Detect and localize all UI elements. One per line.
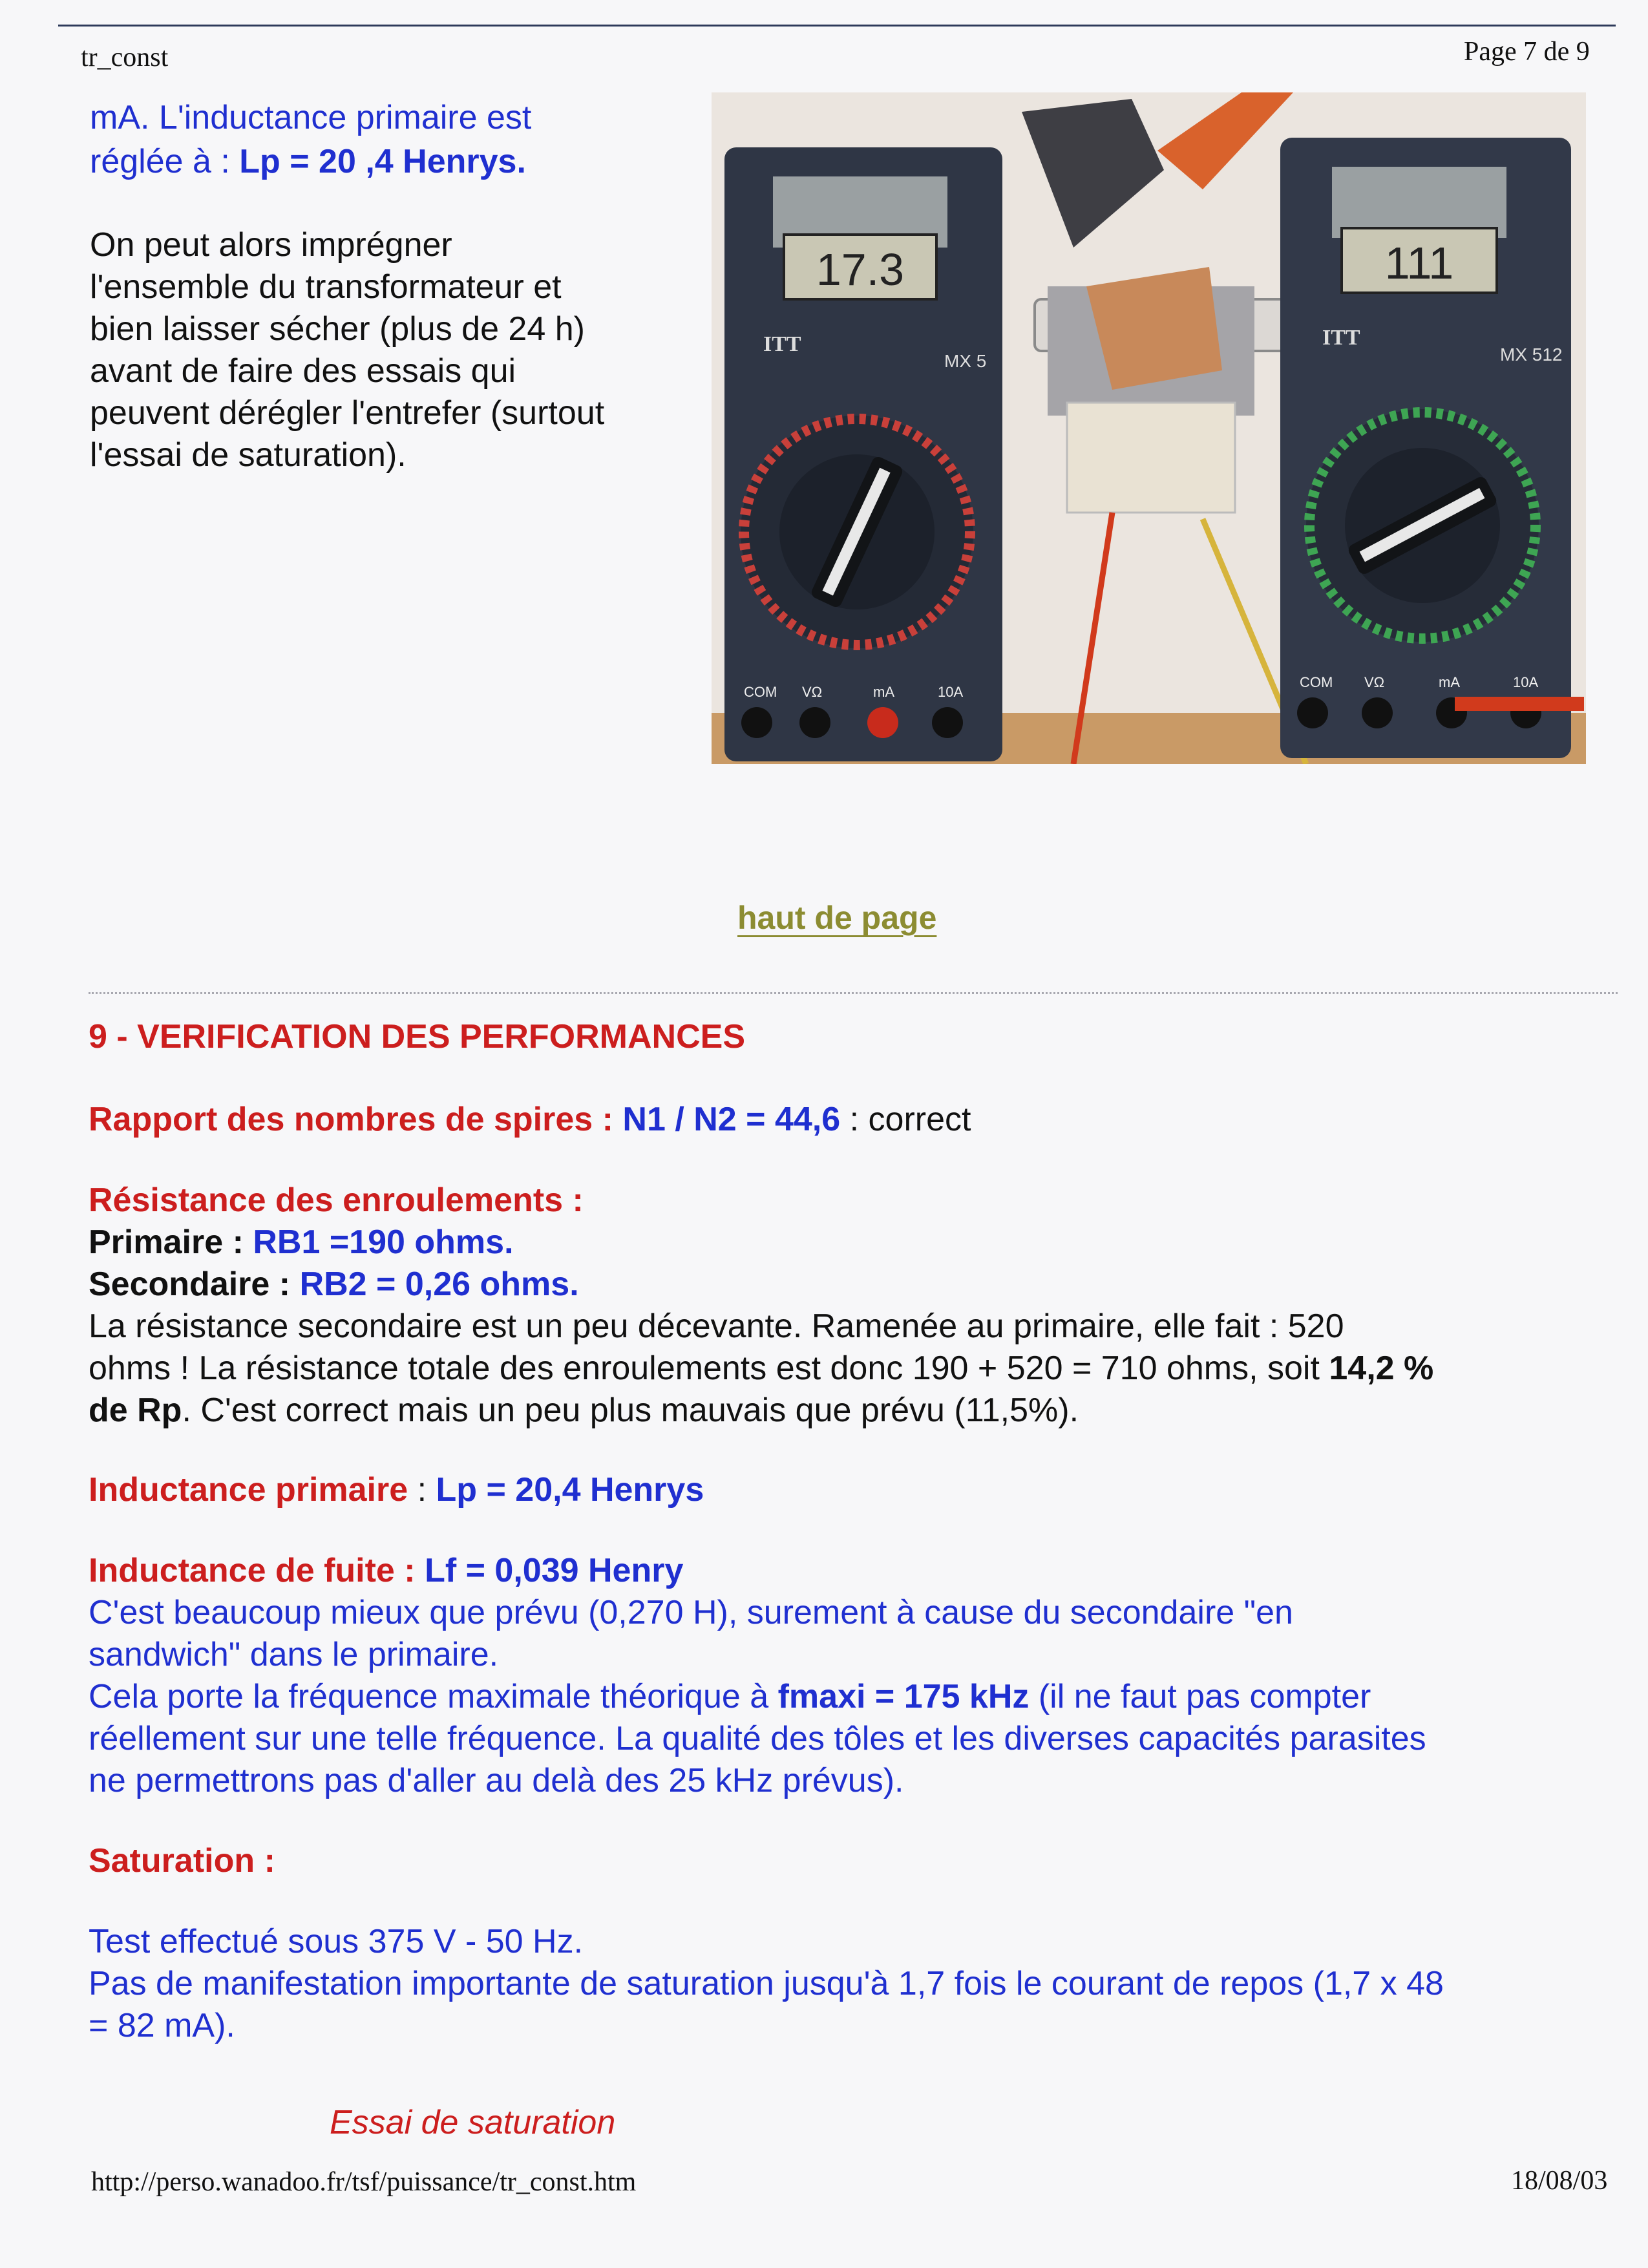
left-meter-terminal: COM (744, 684, 777, 700)
leakage-inductance-line (89, 1550, 683, 1592)
turns-ratio-label: Rapport des nombres de spires : (89, 1101, 623, 1138)
header-rule (58, 25, 1616, 26)
saturation-caption: Essai de saturation (330, 2104, 616, 2141)
freq-suffix: (il ne faut pas compter (1029, 1678, 1371, 1715)
secondary-resistance-line (89, 1264, 579, 1306)
intro-paragraph-line: bien laisser sécher (plus de 24 h) (90, 310, 585, 348)
resistance-text-line (89, 1348, 1433, 1390)
left-meter-terminal: mA (873, 684, 894, 700)
resistance-text-line (89, 1390, 1433, 1432)
right-meter-terminal: mA (1439, 674, 1460, 690)
saturation-text-line: Pas de manifestation importante de saturation jusqu'à 1,7 fois le courant de repos (1,7 x 48 (89, 1965, 1444, 2002)
intro-line-2-prefix: réglée à : (90, 143, 240, 180)
right-meter-model: MX 512 (1500, 344, 1563, 365)
right-meter-display: 111 (1384, 238, 1454, 288)
saturation-heading: Saturation : (89, 1842, 275, 1880)
primary-inductance-value: Lp = 20,4 Henrys (436, 1471, 704, 1509)
back-to-top-link[interactable]: haut de page (737, 900, 937, 936)
primary-inductance-line (89, 1469, 704, 1511)
intro-paragraph-line: peuvent dérégler l'entrefer (surtout (90, 394, 605, 432)
leakage-inductance-label: Inductance de fuite : (89, 1552, 425, 1589)
saturation-text-line: = 82 mA). (89, 2007, 235, 2044)
intro-inductance-value: Lp = 20 ,4 Henrys. (239, 143, 526, 180)
turns-ratio-line (89, 1099, 971, 1141)
page-number: Page 7 de 9 (1464, 37, 1590, 67)
leakage-text-line: C'est beaucoup mieux que prévu (0,270 H), surement à cause du secondaire "en (89, 1594, 1293, 1631)
resistance-text-line-2: ohms ! La résistance totale des enroulements est donc 190 + 520 = 710 ohms, soit (89, 1350, 1329, 1387)
left-meter-terminal: 10A (938, 684, 964, 700)
primary-resistance-line (89, 1222, 514, 1264)
footer-url: http://perso.wanadoo.fr/tsf/puissance/tr_const.htm (91, 2167, 637, 2197)
leakage-text-line: sandwich" dans le primaire. (89, 1636, 499, 1673)
left-meter-display: 17.3 (816, 244, 905, 295)
footer-date: 18/08/03 (1511, 2166, 1608, 2196)
left-meter-terminal: VΩ (802, 684, 823, 700)
primary-resistance-value: RB1 =190 ohms. (253, 1224, 514, 1261)
saturation-text-line: Test effectué sous 375 V - 50 Hz. (89, 1923, 584, 1960)
turns-ratio-value: N1 / N2 = 44,6 (622, 1101, 841, 1138)
resistance-of-rp: de Rp (89, 1392, 182, 1429)
intro-paragraph-line: l'essai de saturation). (90, 436, 407, 474)
right-meter-brand: ITT (1322, 326, 1360, 350)
left-meter-model: MX 5 (944, 351, 987, 371)
fmax-value: fmaxi = 175 kHz (777, 1678, 1030, 1715)
leakage-text-line: ne permettrons pas d'aller au delà des 25 kHz prévus). (89, 1762, 904, 1799)
primary-inductance-sep: : (408, 1471, 436, 1509)
intro-paragraph-line: l'ensemble du transformateur et (90, 268, 562, 306)
leakage-inductance-value: Lf = 0,039 Henry (425, 1552, 684, 1589)
saturation-paragraph (89, 1921, 1444, 2047)
intro-line-2 (90, 141, 526, 183)
multimeter-photo-drawing (712, 92, 1586, 764)
resistance-heading: Résistance des enroulements : (89, 1182, 584, 1219)
leakage-text-line (89, 1676, 1426, 1718)
left-meter-brand: ITT (763, 332, 801, 356)
doc-name: tr_const (81, 43, 169, 72)
primary-inductance-label: Inductance primaire (89, 1471, 408, 1509)
resistance-percent: 14,2 % (1329, 1350, 1434, 1387)
intro-paragraph (90, 224, 604, 476)
section-separator (89, 992, 1618, 994)
right-meter-terminal: VΩ (1364, 674, 1385, 690)
intro-line-1: mA. L'inductance primaire est (90, 99, 532, 136)
multimeter-right (1280, 138, 1584, 758)
secondary-resistance-value: RB2 = 0,26 ohms. (299, 1266, 579, 1303)
leakage-paragraph (89, 1592, 1426, 1802)
leakage-text-line: réellement sur une telle fréquence. La qualité des tôles et les diverses capacités parasites (89, 1720, 1426, 1757)
multimeter-photo (712, 92, 1586, 764)
section-title: 9 - VERIFICATION DES PERFORMANCES (89, 1018, 746, 1055)
turns-ratio-suffix: : correct (840, 1101, 971, 1138)
right-meter-terminal: COM (1300, 674, 1333, 690)
resistance-paragraph (89, 1306, 1433, 1432)
intro-paragraph-line: On peut alors imprégner (90, 226, 452, 264)
multimeter-left (724, 147, 1002, 761)
right-meter-terminal: 10A (1513, 674, 1539, 690)
secondary-label: Secondaire : (89, 1266, 300, 1303)
freq-prefix: Cela porte la fréquence maximale théorique à (89, 1678, 778, 1715)
primary-label: Primaire : (89, 1224, 253, 1261)
resistance-text-line: La résistance secondaire est un peu décevante. Ramenée au primaire, elle fait : 520 (89, 1308, 1344, 1345)
intro-paragraph-line: avant de faire des essais qui (90, 352, 516, 390)
resistance-text-end: . C'est correct mais un peu plus mauvais que prévu (11,5%). (182, 1392, 1079, 1429)
